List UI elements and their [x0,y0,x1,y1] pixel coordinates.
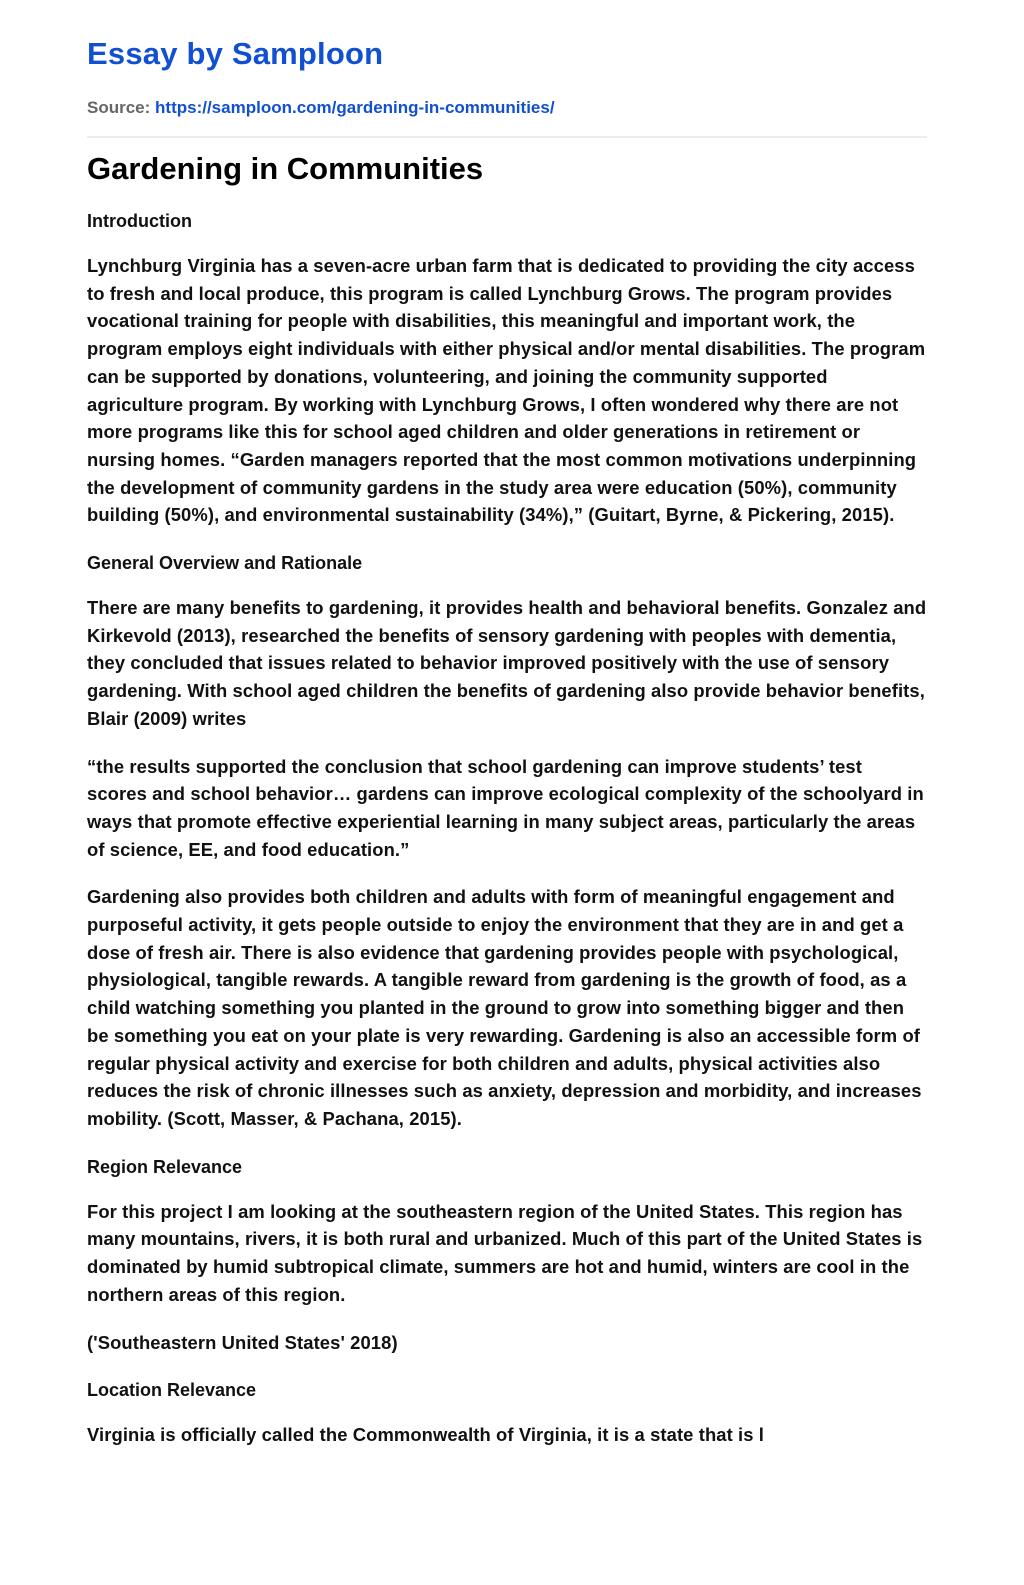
source-link[interactable]: https://samploon.com/gardening-in-communities/ [155,98,555,117]
paragraph: There are many benefits to gardening, it provides health and behavioral benefits. Gonzalez and Kirkevold (2013), researched the benefits of sensory gardening with peoples with dementia, they concluded that issues related to behavior improved positively with the use of sensory gardening. With school aged children the benefits of gardening also provide behavior benefits, Blair (2009) writes [87,597,927,729]
source-line [87,98,927,118]
section-heading: Location Relevance [87,1380,257,1401]
paragraph: For this project I am looking at the southeastern region of the United States. This region has many mountains, rivers, it is both rural and urbanized. Much of this part of the United States is dominated by humid subtropical climate, summers are hot and humid, winters are cool in the northern areas of this region. [87,1200,923,1305]
section-heading: Introduction [87,211,192,231]
paragraph: Gardening also provides both children and adults with form of meaningful engagement and purposeful activity, it gets people outside to enjoy the environment that they are in and get a dose of fresh air. There is also evidence that gardening provides people with psychological, physiological, tangible rewards. A tangible reward from gardening is the growth of food, as a child watching something you planted in the ground to grow into something bigger and then be something you eat on your plate is very rewarding. Gardening is also an accessible form of regular physical activity and exercise for both children and adults, physical activities also reduces the risk of chronic illnesses such as anxiety, depression and morbidity, and increases mobility. (Scott, Masser, & Pachana, 2015). [87,886,922,1129]
section-heading: Region Relevance [87,1156,243,1177]
paragraph: Lynchburg Virginia has a seven-acre urban farm that is dedicated to providing the city access to fresh and local produce, this program is called Lynchburg Grows. The program provides vocational training for people with disabilities, this meaningful and important work, the program employs eight individuals with either physical and/or mental disabilities. The program can be supported by donations, volunteering, and joining the community supported agriculture program. By working with Lynchburg Grows, I often wondered why there are not more programs like this for school aged children and older generations in retirement or nursing homes. “Garden managers reported that the most common motivations underpinning the development of community gardens in the study area were education (50%), community building (50%), and environmental sustainability (34%),” (Guitart, Byrne, & Pickering, 2015). [87,255,926,526]
divider [87,136,927,138]
paragraph: Virginia is officially called the Commonwealth of Virginia, it is a state that is l [87,1424,764,1446]
essay-body [87,211,927,1449]
section-heading: General Overview and Rationale [87,553,363,574]
essay-title: Gardening in Communities [87,151,484,186]
site-brand-title: Essay by Samploon [87,36,384,71]
paragraph: “the results supported the conclusion that school gardening can improve students’ test scores and school behavior… gardens can improve ecological complexity of the schoolyard in ways that promote effective experiential learning in many subject areas, particularly the areas of science, EE, and food education.” [87,755,924,860]
essay-page [87,0,927,1449]
source-label: Source: [87,98,151,117]
paragraph: ('Southeastern United States' 2018) [87,1331,398,1353]
